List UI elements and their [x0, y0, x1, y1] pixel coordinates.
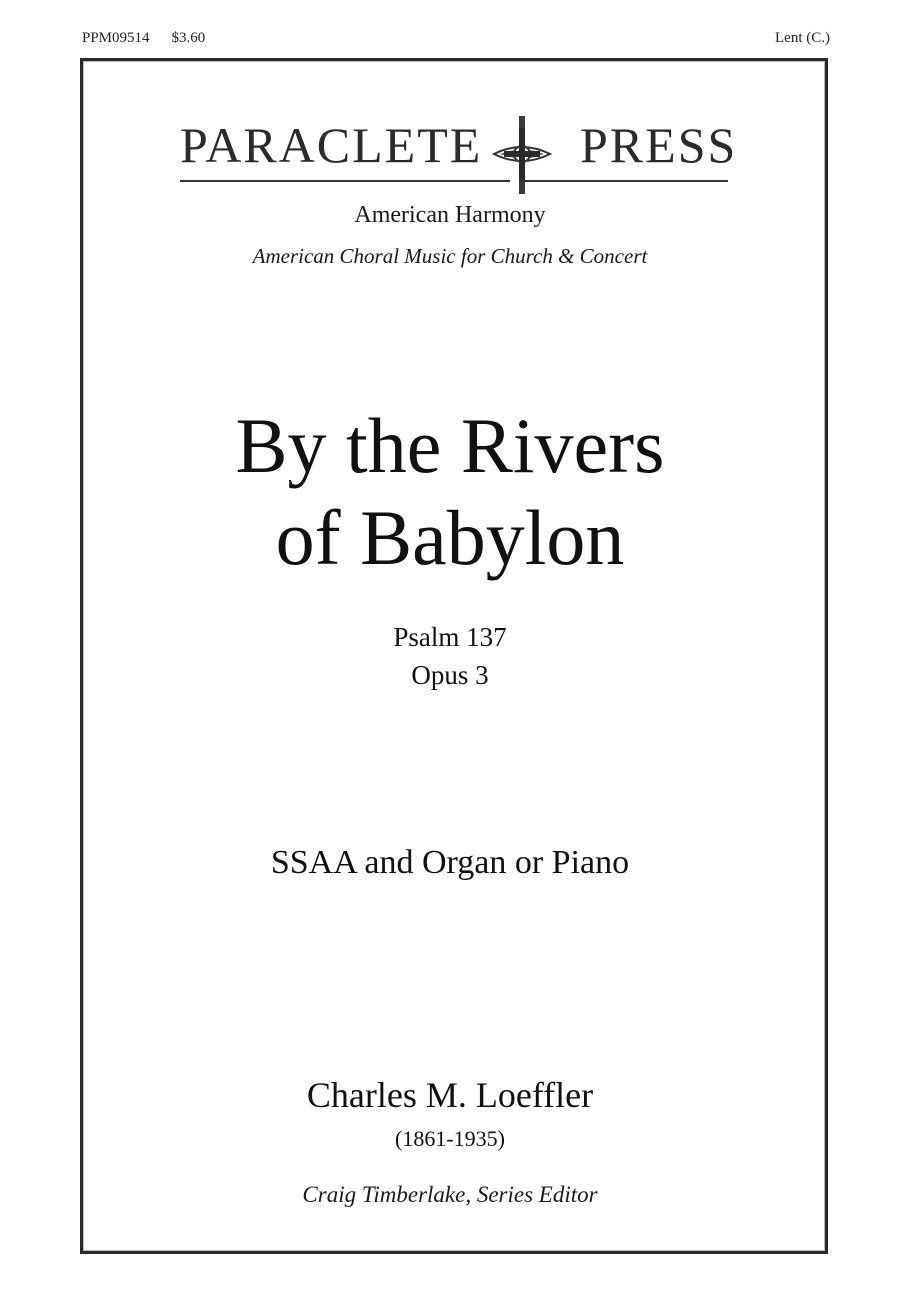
publisher-rule-right	[520, 180, 728, 182]
work-title	[0, 400, 900, 584]
psalm-reference: Psalm 137	[393, 622, 507, 652]
season-label: Lent (C.)	[775, 30, 830, 46]
series-editor: Craig Timberlake, Series Editor	[302, 1182, 598, 1207]
series-tagline: American Choral Music for Church & Concert	[252, 244, 648, 268]
title-line-1: By the Rivers	[235, 402, 665, 489]
title-line-2: of Babylon	[275, 494, 625, 581]
composer-dates: (1861-1935)	[395, 1126, 505, 1151]
series-name: American Harmony	[354, 202, 546, 228]
opus-number: Opus 3	[411, 660, 489, 690]
price: $3.60	[171, 30, 206, 46]
catalog-number: PPM09514	[82, 30, 150, 46]
publisher-logo	[0, 108, 900, 188]
publisher-rule-left	[180, 180, 510, 182]
publisher-name-left: PARACLETE	[180, 117, 483, 173]
cross-icon	[490, 114, 554, 196]
catalog-info	[82, 30, 205, 47]
publisher-name-right: PRESS	[580, 117, 738, 173]
composer-name: Charles M. Loeffler	[306, 1075, 594, 1115]
voicing: SSAA and Organ or Piano	[270, 844, 630, 881]
